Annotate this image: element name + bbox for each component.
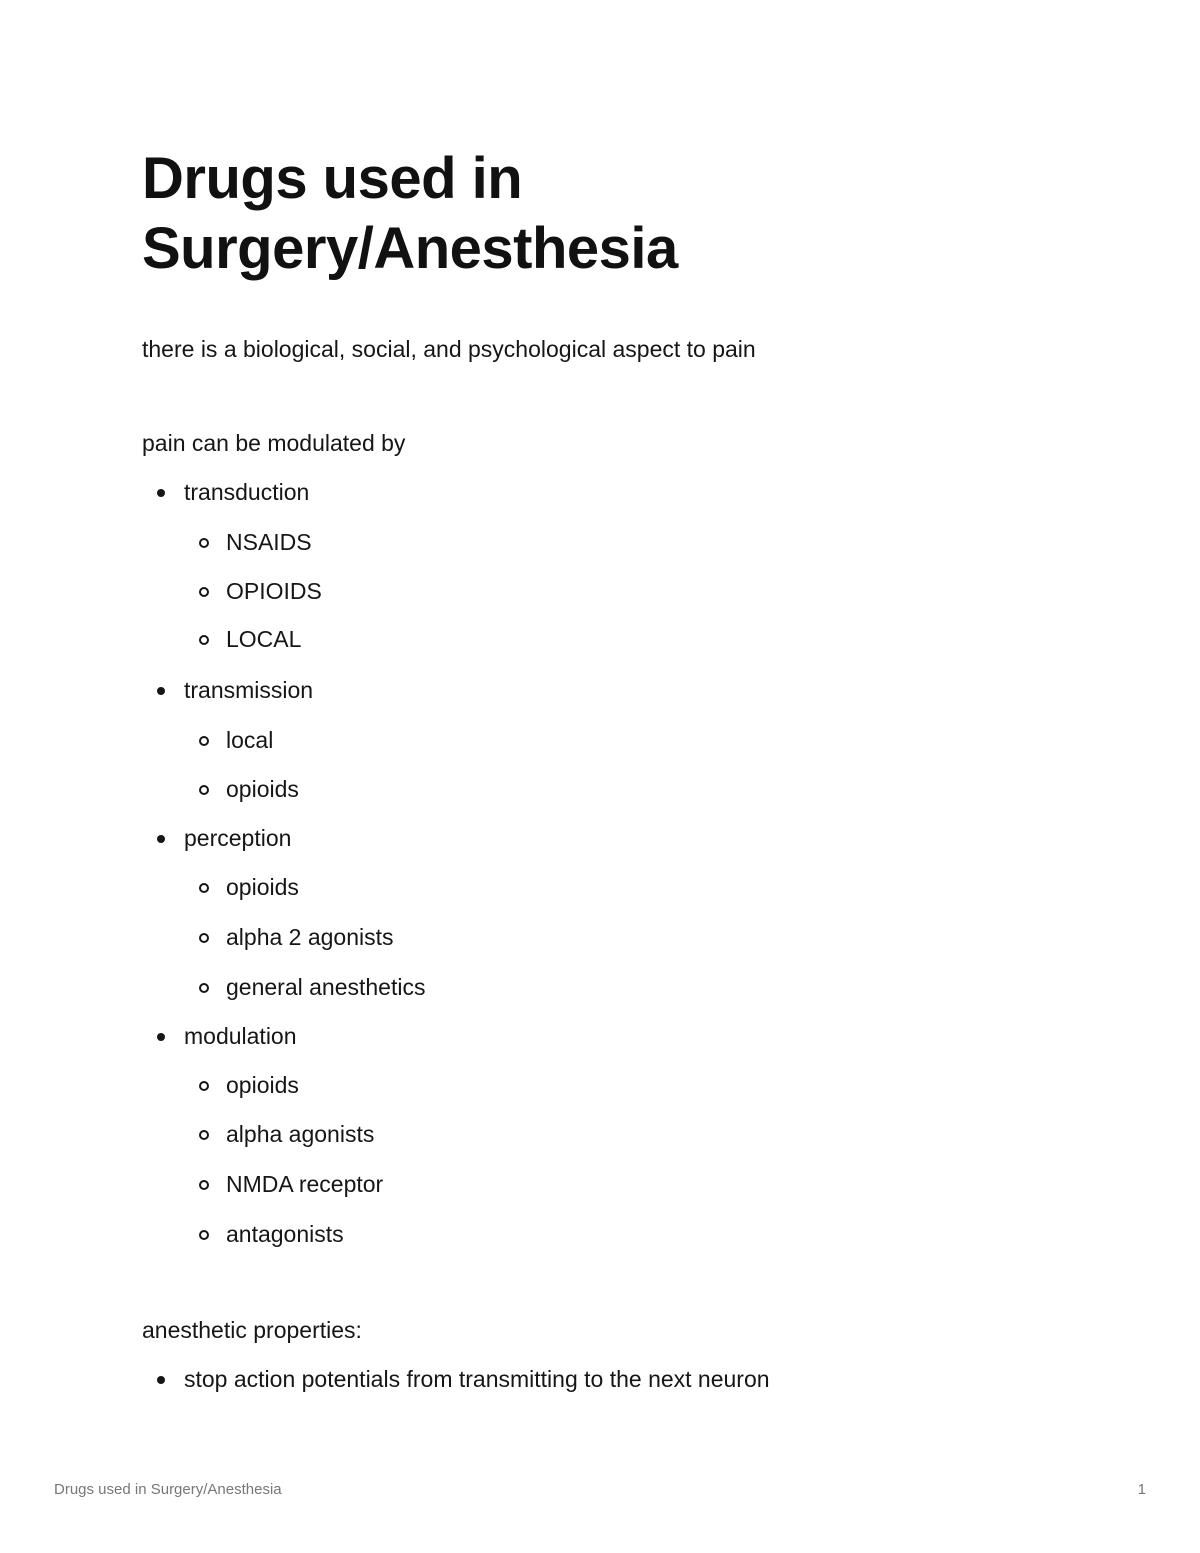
hollow-bullet-icon	[199, 933, 209, 943]
hollow-bullet-icon	[199, 983, 209, 993]
sub-list-item	[226, 576, 322, 606]
footer-title: Drugs used in Surgery/Anesthesia	[54, 1481, 282, 1498]
hollow-bullet-icon	[199, 538, 209, 548]
sub-list-item-label: general anesthetics	[226, 974, 426, 1000]
sub-list-item	[226, 774, 299, 804]
hollow-bullet-icon	[199, 736, 209, 746]
sub-list-item	[226, 922, 394, 952]
list-item	[184, 477, 309, 507]
sub-list-item	[226, 1070, 299, 1100]
sub-list-item	[226, 972, 425, 1002]
list-item	[184, 1021, 297, 1051]
sub-list-item	[226, 624, 301, 654]
hollow-bullet-icon	[199, 1081, 209, 1091]
sub-list-item-label: opioids	[226, 874, 299, 900]
hollow-bullet-icon	[199, 1130, 209, 1140]
list-item-label: transmission	[184, 677, 314, 703]
hollow-bullet-icon	[199, 785, 209, 795]
page-number: 1	[1137, 1481, 1146, 1498]
bullet-icon	[157, 1376, 165, 1384]
sub-list-item-label: local	[226, 727, 274, 753]
hollow-bullet-icon	[199, 883, 209, 893]
bullet-icon	[157, 1033, 165, 1041]
bullet-icon	[157, 835, 165, 843]
hollow-bullet-icon	[199, 1180, 209, 1190]
title-line-1: Drugs used in	[142, 146, 523, 211]
sub-list-item	[226, 527, 312, 557]
sub-list-item	[226, 1219, 344, 1249]
sub-list-item	[226, 1119, 374, 1149]
list-item-label: transduction	[184, 479, 310, 505]
hollow-bullet-icon	[199, 587, 209, 597]
list-item	[184, 823, 291, 853]
sub-list-item-label: NSAIDS	[226, 529, 312, 555]
sub-list-item-label: LOCAL	[226, 626, 302, 652]
list-item	[184, 1364, 770, 1394]
title-line-2: Surgery/Anesthesia	[142, 216, 678, 281]
sub-list-item	[226, 872, 299, 902]
sub-list-item	[226, 1169, 383, 1199]
modulation-heading: pain can be modulated by	[142, 430, 406, 456]
sub-list-item	[226, 725, 273, 755]
hollow-bullet-icon	[199, 1230, 209, 1240]
list-item-label: stop action potentials from transmitting to the next neuron	[184, 1366, 770, 1392]
bullet-icon	[157, 687, 165, 695]
intro-paragraph: there is a biological, social, and psychological aspect to pain	[142, 336, 756, 362]
document-title	[142, 144, 1042, 284]
sub-list-item-label: OPIOIDS	[226, 578, 322, 604]
sub-list-item-label: opioids	[226, 776, 299, 802]
sub-list-item-label: antagonists	[226, 1221, 344, 1247]
bullet-icon	[157, 489, 165, 497]
sub-list-item-label: opioids	[226, 1072, 299, 1098]
sub-list-item-label: alpha agonists	[226, 1121, 375, 1147]
list-item-label: perception	[184, 825, 292, 851]
sub-list-item-label: NMDA receptor	[226, 1171, 384, 1197]
sub-list-item-label: alpha 2 agonists	[226, 924, 394, 950]
hollow-bullet-icon	[199, 635, 209, 645]
list-item-label: modulation	[184, 1023, 297, 1049]
properties-heading: anesthetic properties:	[142, 1317, 362, 1343]
list-item	[184, 675, 313, 705]
